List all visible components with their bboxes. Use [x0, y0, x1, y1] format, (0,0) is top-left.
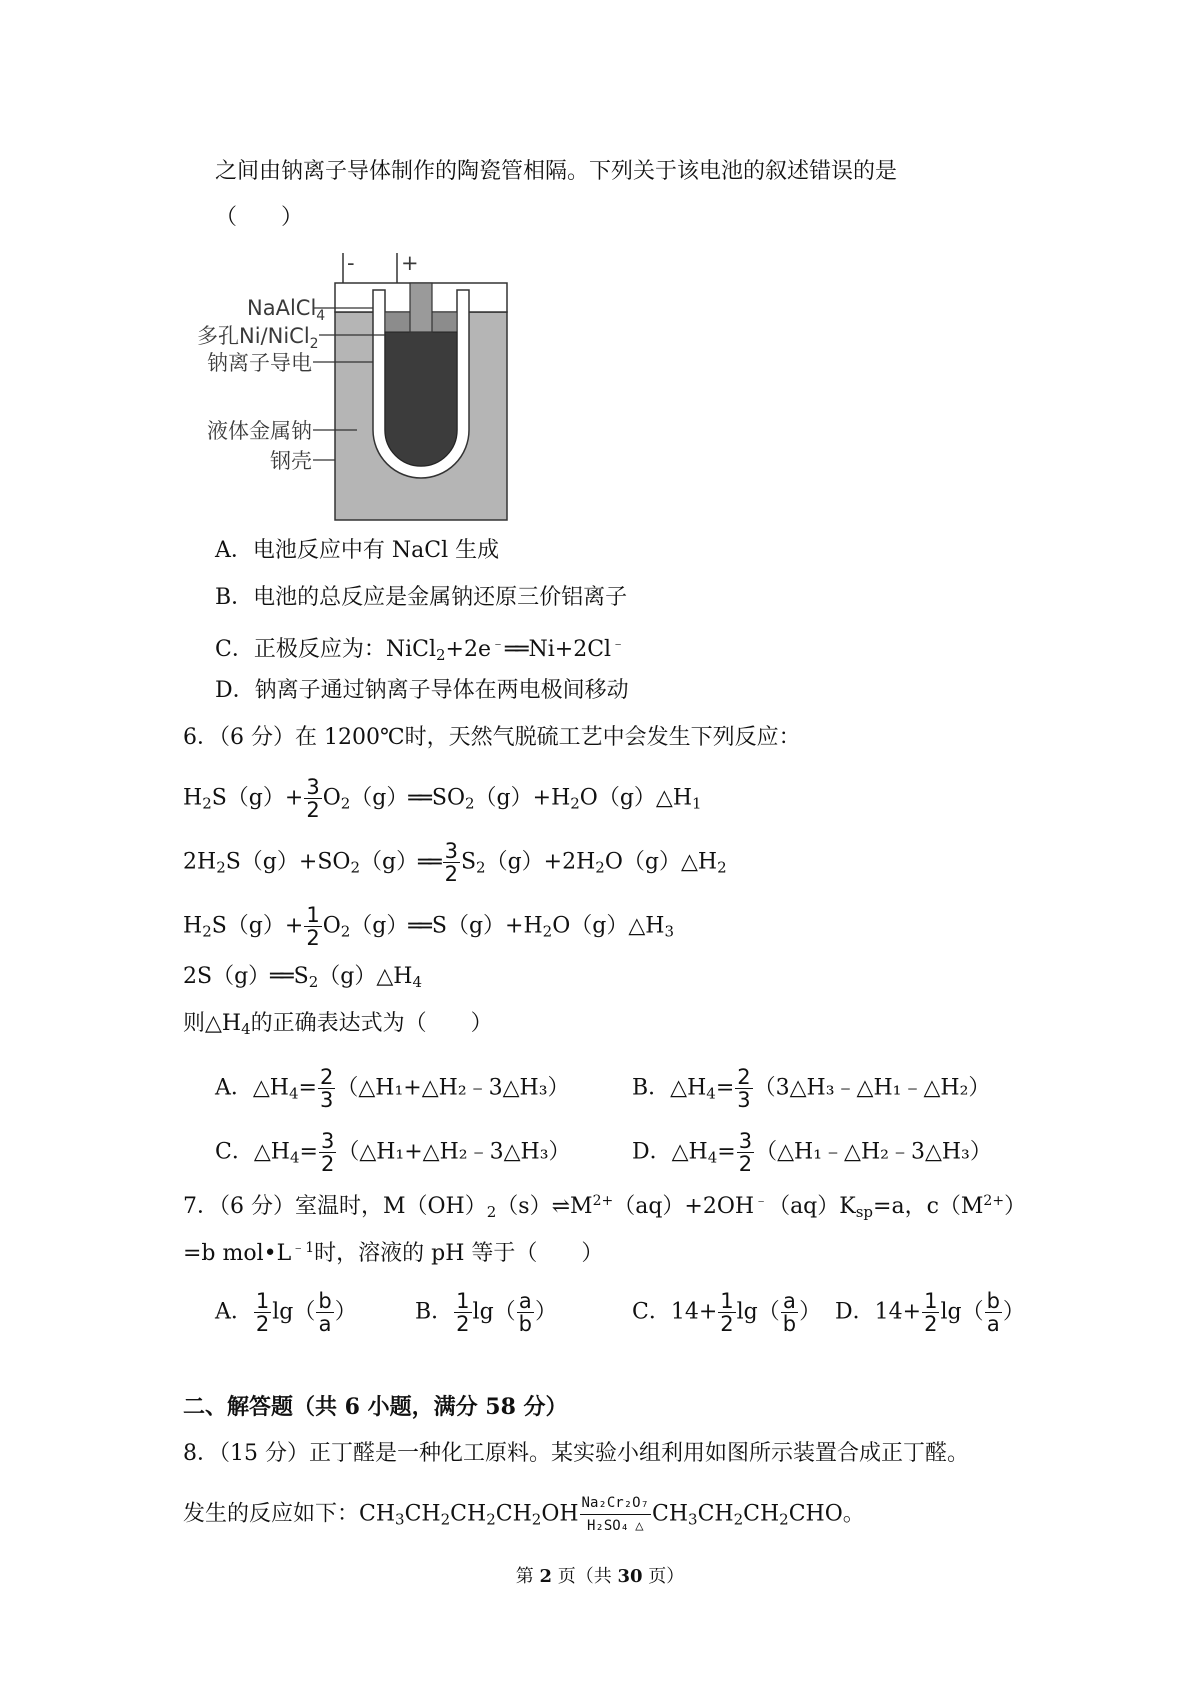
- conductor-label: 钠离子导电: [207, 351, 312, 375]
- q8-reaction: 发生的反应如下：$CH_3CH_2CH_2CH_2OH$ $\frac{\text{Na₂Cr₂O₇}}{\text{H₂SO₄ △}}$ $CH_3CH_2CH_2CHO$。: [183, 1492, 865, 1537]
- sodium-label: 液体金属钠: [207, 419, 312, 443]
- q5-option-c: C．正极反应为：NiCl$_2$+2e﹣══ Ni+2Cl﹣: [215, 636, 626, 664]
- q6-reaction-4: 2S（g）══ $S_2(g)\triangle H_4$: [183, 964, 423, 991]
- plus-terminal-label: +: [401, 251, 419, 275]
- q6-option-d: D．$\triangle H_4=$ $\frac{3}{2}$ （△H₁﹣△H₂﹣3△H₃）: [632, 1129, 992, 1176]
- q6-option-a: A．$\triangle H_4=$ $\frac{2}{3}$ （△H₁+△H₂﹣3△H₃）: [215, 1065, 570, 1112]
- q6-question: 则$\triangle H_4$的正确表达式为（ ）: [183, 1011, 493, 1038]
- battery-diagram: [195, 250, 535, 525]
- q5-blank: （ ）: [215, 205, 304, 230]
- q6-stem: 6．（6 分）在 1200℃时，天然气脱硫工艺中会发生下列反应：: [183, 725, 801, 750]
- page-footer: 第 2 页（共 30 页）: [515, 1566, 685, 1587]
- q6-option-b: B．$\triangle H_4=$ $\frac{2}{3}$ （3△H₃﹣△H₁﹣△H₂）: [632, 1065, 991, 1112]
- q5-option-b: B．电池的总反应是金属钠还原三价铝离子: [215, 585, 628, 610]
- q6-reaction-1: $H_2S(g)+$ $\frac{3}{2}$ $O_2(g)══$ $SO_2(g)+H_2O(g)\triangle H_1$: [183, 775, 702, 822]
- q7-stem-line-2: =b $mol•L^{﹣1}$时，溶液的 pH 等于（ ）: [183, 1240, 604, 1266]
- q5-option-a: A．电池反应中有 NaCl 生成: [215, 538, 500, 563]
- q6-reaction-3: $H_2S(g)+$ $\frac{1}{2}$ $O_2(g)══$ $S(g)+H_2O(g)\triangle H_3$: [183, 903, 674, 950]
- q7-option-a: A． $\frac{1}{2}$ lg（ $\frac{b}{a}$ ）: [215, 1289, 357, 1336]
- q6-option-c: C．$\triangle H_4=$ $\frac{3}{2}$ （△H₁+△H₂﹣3△H₃）: [215, 1129, 571, 1176]
- q7-option-b: B． $\frac{1}{2}$ lg（ $\frac{a}{b}$ ）: [415, 1289, 558, 1336]
- q5-stem: 之间由钠离子导体制作的陶瓷管相隔。下列关于该电池的叙述错误的是: [215, 159, 898, 184]
- shell-label: 钢壳: [270, 449, 312, 473]
- q7-option-c: C．14+ $\frac{1}{2}$ lg（ $\frac{a}{b}$ ）: [632, 1289, 822, 1336]
- cathode-label: 多孔Ni/NiCl$_2$: [197, 324, 319, 352]
- q7-option-d: D．14+ $\frac{1}{2}$ lg（ $\frac{b}{a}$ ）: [835, 1289, 1025, 1336]
- electrolyte-label: NaAlCl$_4$: [247, 296, 326, 324]
- minus-terminal-label: -: [347, 251, 355, 275]
- reaction-conditions: $\frac{\text{Na₂Cr₂O₇}}{\text{H₂SO₄ △}}$: [580, 1492, 651, 1537]
- q5-option-d: D．钠离子通过钠离子导体在两电极间移动: [215, 678, 629, 703]
- q8-stem: 8．（15 分）正丁醛是一种化工原料。某实验小组利用如图所示装置合成正丁醛。: [183, 1441, 969, 1466]
- section-heading: 二、解答题（共 6 小题，满分 58 分）: [183, 1394, 568, 1420]
- q7-stem-line-1: 7．（6 分）室温时，$M(OH)_2(s)\rightleftharpoons M^{2+}(aq)+2OH^﹣(aq)K_{sp}=a$，$c(M^{2+})$: [183, 1193, 1027, 1221]
- q6-reaction-2: $2H_2S(g)+SO_2(g)══$ $\frac{3}{2}$ $S_2(g)+2H_2O(g)\triangle H_2$: [183, 839, 727, 886]
